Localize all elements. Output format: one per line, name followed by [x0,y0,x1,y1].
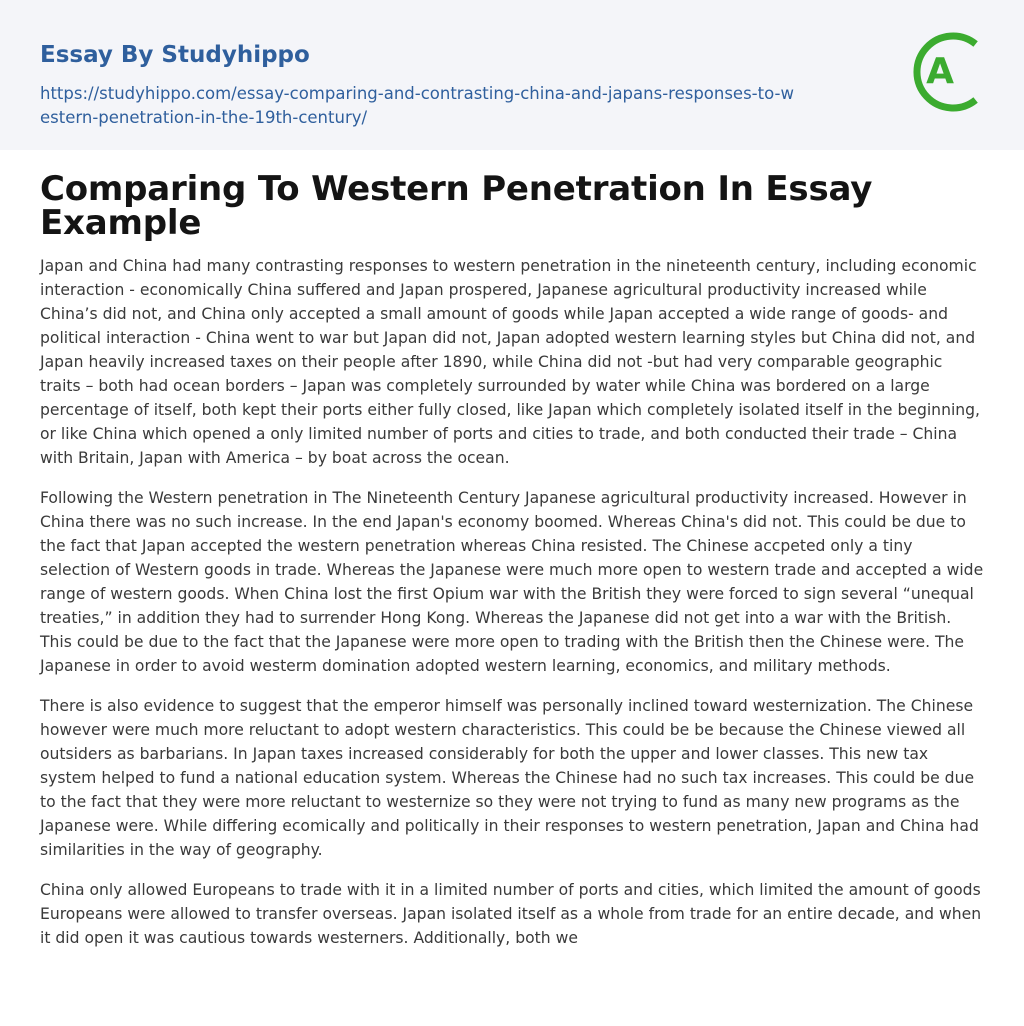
article-paragraph-3: There is also evidence to suggest that the emperor himself was personally inclined toward westernization. The Chinese however were much more reluctant to adopt western characteristics. This could be be because the Chinese viewed all outsiders as barbarians. In Japan taxes increased considerably for both the upper and lower classes. This new tax system helped to fund a national education system. Whereas the Chinese had no such tax increases. This could be due to the fact that they were more reluctant to westernize so they were not trying to fund as many new programs as the Japanese were. While differing ecomically and politically in their responses to western penetration, Japan and China had similarities in the way of geography. [40,697,979,859]
article-title: Comparing To Western Penetration In Essay Example [40,169,873,243]
essay-url-link[interactable]: https://studyhippo.com/essay-comparing-and-contrasting-china-and-japans-responses-to-western-penetration-in-the-19th-century/ [40,84,794,127]
logo-letter: A [926,51,954,92]
article [0,169,1024,950]
article-paragraph-1: Japan and China had many contrasting responses to western penetration in the nineteenth century, including economic interaction - economically China suffered and Japan prospered, Japanese agricultural productivity increased while China’s did not, and China only accepted a small amount of goods while Japan accepted a wide range of goods- and political interaction - China went to war but Japan did not, Japan adopted western learning styles but China did not, and Japan heavily increased taxes on their people after 1890, while China did not -but had very comparable geographic traits – both had ocean borders – Japan was completely surrounded by water while China was bordered on a large percentage of itself, both kept their ports either fully closed, like Japan which completely isolated itself in the beginning, or like China which opened a only limited number of ports and cities to trade, and both conducted their trade – China with Britain, Japan with America – by boat across the ocean. [40,257,981,467]
site-name[interactable]: Essay By Studyhippo [40,42,310,68]
article-paragraph-2: Following the Western penetration in The Nineteenth Century Japanese agricultural productivity increased. However in China there was no such increase. In the end Japan's economy boomed. Whereas China's did not. This could be due to the fact that Japan accepted the western penetration whereas China resisted. The Chinese accpeted only a tiny selection of Western goods in trade. Whereas the Japanese were much more open to western trade and accepted a wide range of western goods. When China lost the first Opium war with the British they were forced to sign several “unequal treaties,” in addition they had to surrender Hong Kong. Whereas the Japanese did not get into a war with the British. This could be due to the fact that the Japanese were more open to trading with the British then the Chinese were. The Japanese in order to avoid westerm domination adopted western learning, economics, and military methods. [40,489,984,675]
site-header [0,0,1024,150]
studyhippo-logo-icon[interactable] [910,28,988,116]
article-paragraph-4: China only allowed Europeans to trade with it in a limited number of ports and cities, which limited the amount of goods Europeans were allowed to transfer overseas. Japan isolated itself as a whole from trade for an entire decade, and when it did open it was cautious towards westerners. Additionally, both we [40,881,982,947]
